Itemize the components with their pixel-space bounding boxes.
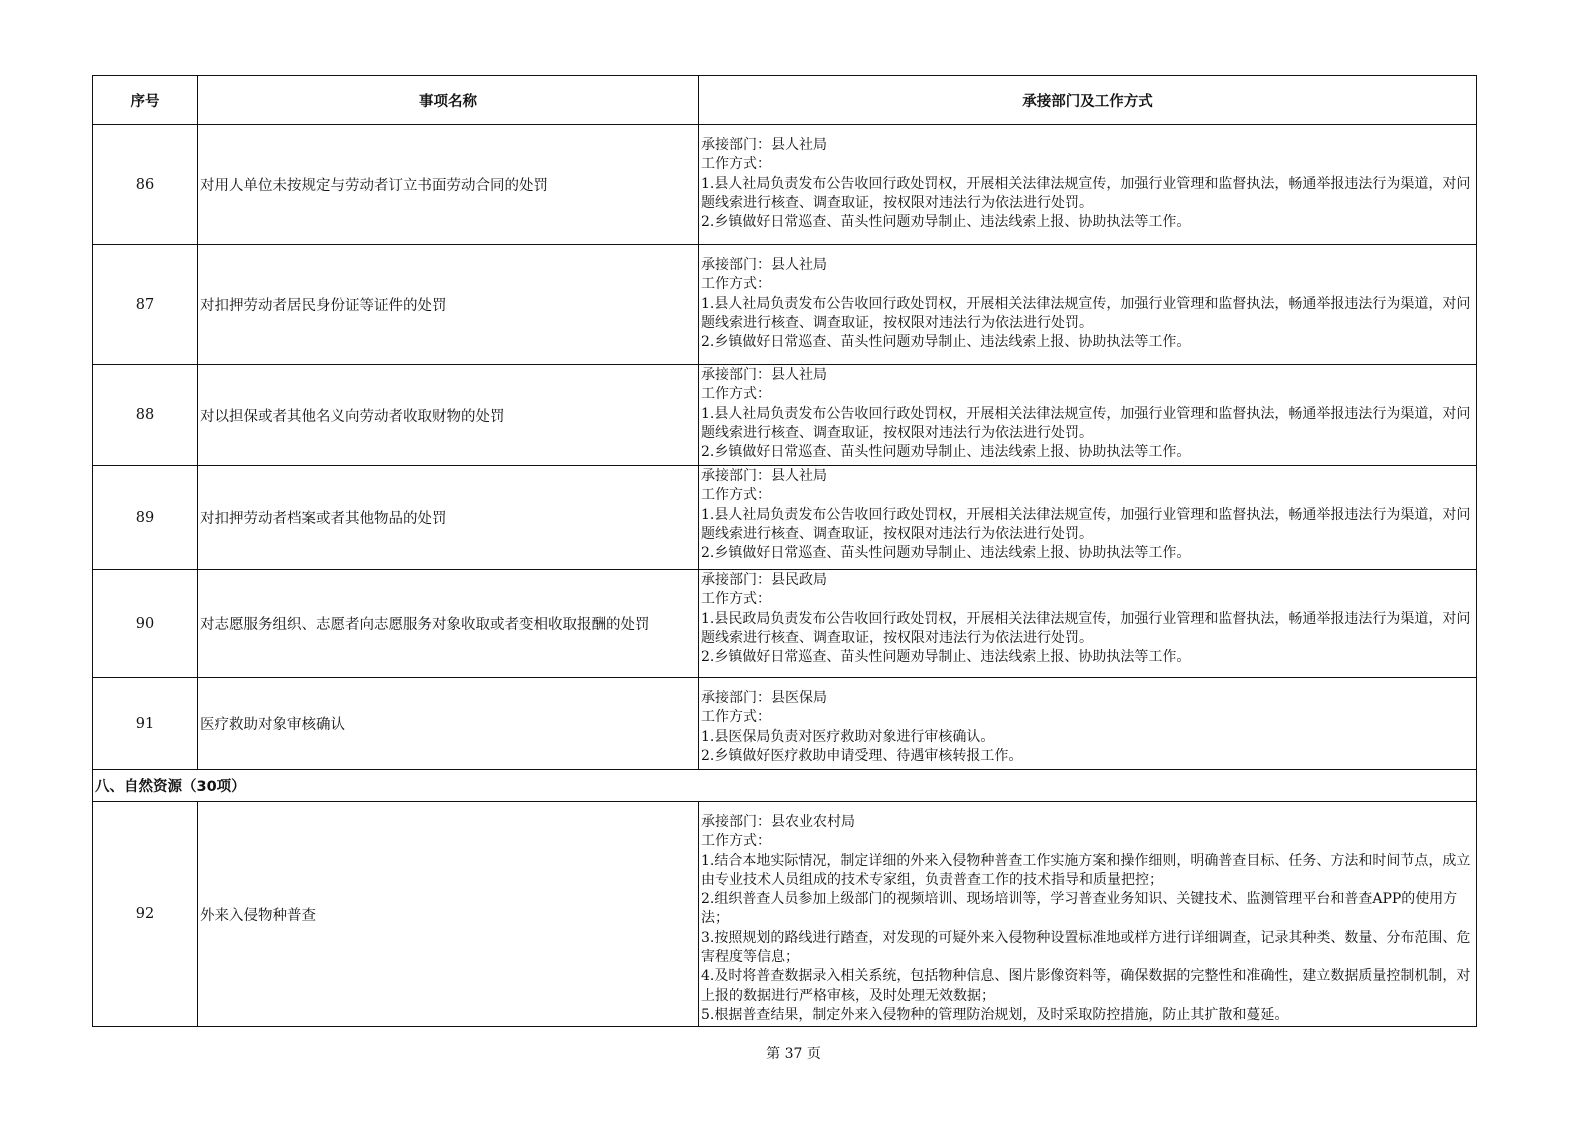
row-name: 对扣押劳动者居民身份证等证件的处罚 (198, 245, 699, 365)
table-row (93, 802, 1477, 1027)
dept-line: 2.乡镇做好日常巡查、苗头性问题劝导制止、违法线索上报、协助执法等工作。 (701, 334, 1191, 351)
dept-line: 1.县人社局负责发布公告收回行政处罚权，开展相关法律法规宣传，加强行业管理和监督执法，畅通举报违法行为渠道，对问题线索进行核查、调查取证，按权限对违法行为依法进行处罚。 (701, 295, 1471, 331)
row-name: 外来入侵物种普查 (198, 802, 699, 1027)
header-no: 序号 (93, 76, 198, 125)
dept-line: 承接部门：县民政局 (701, 572, 827, 588)
row-no: 86 (93, 125, 198, 245)
row-dept (699, 365, 1477, 466)
dept-line: 3.按照规划的路线进行踏查，对发现的可疑外来入侵物种设置标准地或样方进行详细调查，记录其种类、数量、分布范围、危害程度等信息； (701, 929, 1471, 966)
section-title: 八、自然资源（30项） (93, 770, 1477, 802)
section-row (93, 770, 1477, 802)
table-row (93, 466, 1477, 570)
dept-line: 承接部门：县人社局 (701, 468, 827, 484)
row-dept (699, 570, 1477, 678)
row-name: 对志愿服务组织、志愿者向志愿服务对象收取或者变相收取报酬的处罚 (198, 570, 699, 678)
header-name: 事项名称 (198, 76, 699, 125)
dept-line: 2.乡镇做好日常巡查、苗头性问题劝导制止、违法线索上报、协助执法等工作。 (701, 649, 1191, 666)
dept-line: 承接部门：县人社局 (701, 137, 827, 153)
table-row (93, 678, 1477, 770)
dept-line: 5.根据普查结果，制定外来入侵物种的管理防治规划，及时采取防控措施，防止其扩散和蔓延。 (701, 1006, 1289, 1023)
dept-line: 1.结合本地实际情况，制定详细的外来入侵物种普查工作实施方案和操作细则，明确普查目标、任务、方法和时间节点，成立由专业技术人员组成的技术专家组，负责普查工作的技术指导和质量把控； (701, 852, 1471, 888)
row-no: 89 (93, 466, 198, 570)
row-no: 88 (93, 365, 198, 466)
dept-line: 2.乡镇做好日常巡查、苗头性问题劝导制止、违法线索上报、协助执法等工作。 (701, 214, 1191, 231)
dept-line: 1.县人社局负责发布公告收回行政处罚权，开展相关法律法规宣传，加强行业管理和监督执法，畅通举报违法行为渠道，对问题线索进行核查、调查取证，按权限对违法行为依法进行处罚。 (701, 405, 1471, 441)
row-dept (699, 245, 1477, 365)
dept-line: 2.组织普查人员参加上级部门的视频培训、现场培训等，学习普查业务知识、关键技术、监测管理平台和普查APP的使用方法； (701, 891, 1458, 927)
dept-line: 工作方式： (701, 709, 771, 726)
dept-line: 1.县人社局负责发布公告收回行政处罚权，开展相关法律法规宣传，加强行业管理和监督执法，畅通举报违法行为渠道，对问题线索进行核查、调查取证，按权限对违法行为依法进行处罚。 (701, 506, 1471, 542)
row-no: 87 (93, 245, 198, 365)
row-dept (699, 466, 1477, 570)
dept-line: 承接部门：县人社局 (701, 367, 827, 383)
row-no: 91 (93, 678, 198, 770)
table-row (93, 570, 1477, 678)
dept-line: 2.乡镇做好医疗救助申请受理、待遇审核转报工作。 (701, 747, 1023, 764)
row-no: 92 (93, 802, 198, 1027)
dept-line: 承接部门：县农业农村局 (701, 814, 855, 830)
header-row (93, 76, 1477, 125)
dept-line: 承接部门：县医保局 (701, 690, 827, 706)
dept-line: 工作方式： (701, 156, 771, 173)
dept-line: 承接部门：县人社局 (701, 257, 827, 273)
dept-line: 2.乡镇做好日常巡查、苗头性问题劝导制止、违法线索上报、协助执法等工作。 (701, 444, 1191, 461)
dept-line: 4.及时将普查数据录入相关系统，包括物种信息、图片影像资料等，确保数据的完整性和准确性，建立数据质量控制机制，对上报的数据进行严格审核，及时处理无效数据； (701, 968, 1471, 1004)
header-dept: 承接部门及工作方式 (699, 76, 1477, 125)
row-no: 90 (93, 570, 198, 678)
table-row (93, 245, 1477, 365)
table-row (93, 125, 1477, 245)
row-name: 医疗救助对象审核确认 (198, 678, 699, 770)
row-dept (699, 678, 1477, 770)
dept-line: 工作方式： (701, 276, 771, 293)
dept-line: 工作方式： (701, 591, 771, 608)
items-table (92, 75, 1477, 1027)
dept-line: 2.乡镇做好日常巡查、苗头性问题劝导制止、违法线索上报、协助执法等工作。 (701, 545, 1191, 562)
dept-line: 1.县人社局负责发布公告收回行政处罚权，开展相关法律法规宣传，加强行业管理和监督执法，畅通举报违法行为渠道，对问题线索进行核查、调查取证，按权限对违法行为依法进行处罚。 (701, 175, 1471, 211)
dept-line: 工作方式： (701, 386, 771, 403)
dept-line: 工作方式： (701, 833, 771, 850)
table-row (93, 365, 1477, 466)
page-number: 第 37 页 (766, 1046, 821, 1062)
row-name: 对以担保或者其他名义向劳动者收取财物的处罚 (198, 365, 699, 466)
row-dept (699, 802, 1477, 1027)
dept-line: 工作方式： (701, 487, 771, 504)
row-dept (699, 125, 1477, 245)
row-name: 对用人单位未按规定与劳动者订立书面劳动合同的处罚 (198, 125, 699, 245)
dept-line: 1.县民政局负责发布公告收回行政处罚权，开展相关法律法规宣传，加强行业管理和监督执法，畅通举报违法行为渠道，对问题线索进行核查、调查取证，按权限对违法行为依法进行处罚。 (701, 610, 1471, 646)
row-name: 对扣押劳动者档案或者其他物品的处罚 (198, 466, 699, 570)
dept-line: 1.县医保局负责对医疗救助对象进行审核确认。 (701, 728, 995, 745)
